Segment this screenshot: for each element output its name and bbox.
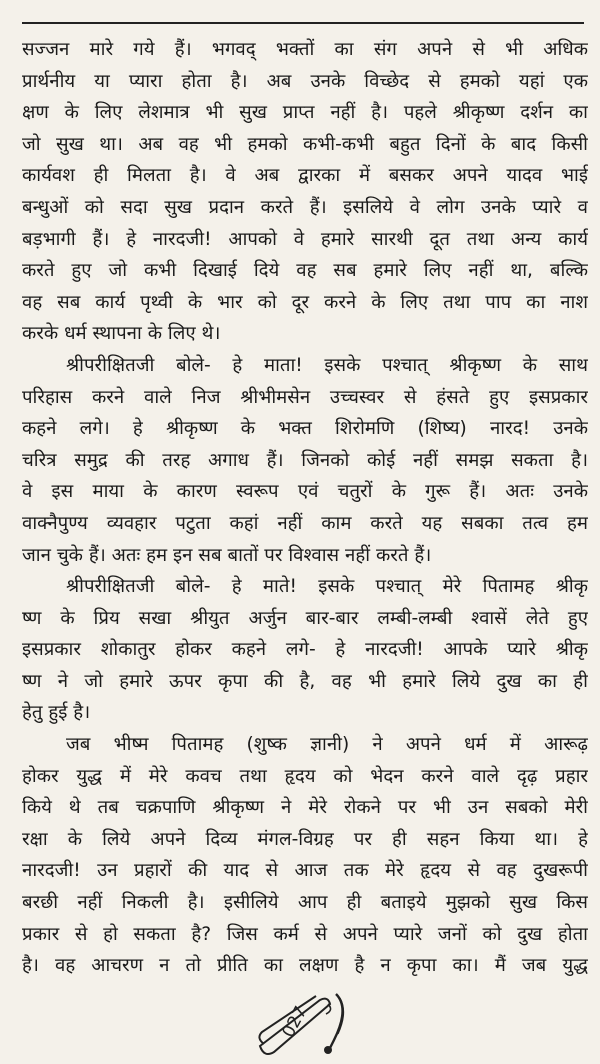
text-line: ष्ण के प्रिय सखा श्रीयुत अर्जुन बार-बार लम्बी-लम्बी श्वासें लेते हुए [22, 607, 588, 629]
header-rule [22, 22, 584, 24]
text-line: कहने लगे। हे श्रीकृष्ण के भक्त शिरोमणि (शिष्य) नारद! उनके [22, 418, 588, 440]
text-line: इसप्रकार शोकातुर होकर कहने लगे- हे नारदजी! आपके प्यारे श्रीकृ [22, 639, 588, 661]
text-line: होकर युद्ध में मेरे कवच तथा हृदय को भेदन करने वाले दृढ़ प्रहार [22, 765, 588, 787]
text-line: बड़भागी हैं। हे नारदजी! आपको वे हमारे सारथी दूत तथा अन्य कार्य [22, 228, 588, 250]
text-line: किये थे तब चक्रपाणि श्रीकृष्ण ने मेरे रोकने पर भी उन सबको मेरी [22, 797, 588, 819]
text-line: श्रीपरीक्षितजी बोले- हे माते! इसके पश्चात् मेरे पितामह श्रीकृ [66, 576, 588, 598]
text-line: कार्यवश ही मिलता है। वे अब द्वारका में बसकर अपने यादव भाई [22, 165, 588, 187]
text-line: जब भीष्म पितामह (शुष्क ज्ञानी) ने अपने धर्म में आरूढ़ [66, 734, 588, 756]
text-line: है। वह आचरण न तो प्रीति का लक्षण है न कृपा का। मैं जब युद्ध [22, 955, 588, 977]
page-number: 027 [278, 1002, 312, 1042]
text-line: करते हुए जो कभी दिखाई दिये वह सब हमारे लिए नहीं था, बल्कि [22, 260, 588, 282]
text-line: जो सुख था। अब वह भी हमको कभी-कभी बहुत दिनों के बाद किसी [22, 133, 588, 155]
text-line: बरछी नहीं निकली है। इसीलिये आप ही बताइये मुझको सुख किस [22, 892, 588, 914]
text-line: हेतु हुई है। [22, 702, 91, 724]
text-line: वाक्नैपुण्य व्यवहार पटुता कहां नहीं काम करते यह सबका तत्व हम [22, 512, 588, 534]
text-line: प्रार्थनीय या प्यारा होता है। अब उनके विच्छेद से हमको यहां एक [22, 70, 588, 92]
page-body-text [22, 34, 588, 982]
text-line: ष्ण ने जो हमारे ऊपर कृपा की है, वह भी हमारे लिये दुख का ही [22, 670, 588, 692]
text-line: बन्धुओं को सदा सुख प्रदान करते हैं। इसलिये वे लोग उनके प्यारे व [22, 196, 588, 218]
text-line: नारदजी! उन प्रहारों की याद से आज तक मेरे हृदय से वह दुखरूपी [22, 860, 588, 882]
text-line: क्षण के लिए लेशमात्र भी सुख प्राप्त नहीं है। पहले श्रीकृष्ण दर्शन का [22, 102, 588, 124]
text-line: जान चुके हैं। अतः हम इन सब बातों पर विश्वास नहीं करते हैं। [22, 544, 432, 566]
text-line: वह सब कार्य पृथ्वी के भार को दूर करने के लिए तथा पाप का नाश [22, 291, 588, 313]
text-line: करके धर्म स्थापना के लिए थे। [22, 323, 221, 345]
text-line: सज्जन मारे गये हैं। भगवद् भक्तों का संग अपने से भी अधिक [22, 39, 588, 60]
text-line: परिहास करने वाले निज श्रीभीमसेन उच्चस्वर से हंसते हुए इसप्रकार [22, 386, 588, 408]
text-line: वे इस माया के कारण स्वरूप एवं चतुरों के गुरू हैं। अतः उनके [22, 481, 588, 503]
text-line: प्रकार से हो सकता है? जिस कर्म से अपने प्यारे जनों को दुख होता [22, 923, 588, 945]
text-line: रक्षा के लिये अपने दिव्य मंगल-विग्रह पर ही सहन किया था। हे [22, 828, 588, 850]
text-line: श्रीपरीक्षितजी बोले- हे माता! इसके पश्चात् श्रीकृष्ण के साथ [66, 354, 588, 376]
text-line: चरित्र समुद्र की तरह अगाध हैं। जिनको कोई नहीं समझ सकता है। [22, 449, 588, 471]
